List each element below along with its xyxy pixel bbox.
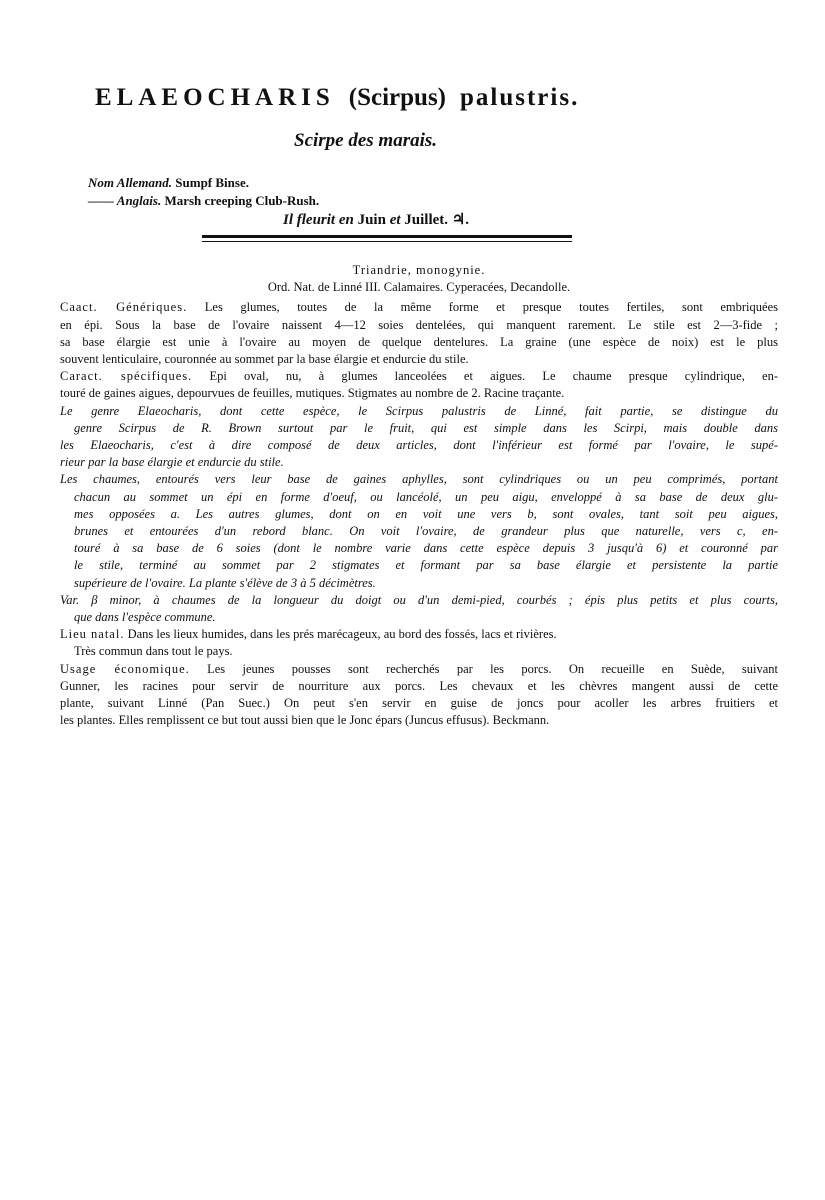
- genus-name: ELAEOCHARIS: [95, 84, 335, 111]
- description-line: Les chaumes, entourés vers leur base de gaines aphylles, sont cylindriques ou un peu comprimés, portant: [60, 472, 778, 487]
- english-name-row: [88, 193, 319, 211]
- divider-thick: [202, 235, 572, 238]
- divider-thin: [202, 241, 572, 242]
- description-line: mes opposées a. Les autres glumes, dont on en voit une vers b, sont ovales, tant soit peu aigues,: [74, 506, 778, 521]
- habitat-line: Très commun dans tout le pays.: [74, 644, 233, 659]
- specific-characters-line: touré de gaines aigues, depourvues de feuilles, mutiques. Stigmates au nombre de 2. Racine traçante.: [60, 386, 565, 401]
- flowering-month-2: Juillet. ♃.: [404, 212, 469, 228]
- genus-note-line: genre Scirpus de R. Brown surtout par le fruit, qui est simple dans les Scirpi, mais double dans: [74, 420, 778, 435]
- flowering-month: Juin: [357, 212, 386, 228]
- description-line: touré à sa base de 6 soies (dont le nombre varie dans cette espèce depuis 3 jusqu'à 6) et couronné par: [74, 541, 778, 556]
- species-title: [95, 84, 735, 112]
- description-body: [60, 262, 778, 729]
- vernacular-names: [88, 175, 319, 211]
- variety-line: Var. β minor, à chaumes de la longueur du doigt ou d'un demi-pied, courbés ; épis plus petits et plus courts,: [60, 592, 778, 607]
- genus-note-line: rieur par la base élargie et endurcie du stile.: [60, 455, 284, 470]
- genus-note-line: les Elaeocharis, c'est à dire composé de deux articles, dont l'inférieur est formé par l'ovaire, le supé-: [60, 438, 778, 453]
- habitat-heading: Lieu natal.: [60, 627, 125, 642]
- flowering-prefix: Il fleurit en: [283, 212, 354, 228]
- description-line: brunes et entourées d'un rebord blanc. On voit l'ovaire, de grandeur plus que naturelle, vers c, en-: [74, 524, 778, 539]
- english-name: Marsh creeping Club-Rush.: [164, 193, 320, 208]
- description-line: le stile, terminé au sommet par 2 stigmates et formant par sa base élargie et persistente la partie: [74, 558, 778, 573]
- specific-heading: Caract. spécifiques.: [60, 369, 193, 384]
- genus-note-line: Le genre Elaeocharis, dont cette espèce, le Scirpus palustris de Linné, fait partie, se distingue du: [60, 403, 778, 418]
- generic-characters-line: en épi. Sous la base de l'ovaire naissent 4—12 soies dentelées, qui manquent rarement. Le stile est 2—3-fide ;: [60, 317, 778, 332]
- synonym-name: (Scirpus): [348, 84, 446, 111]
- usage-line: Usage économique. Les jeunes pousses sont recherchés par les porcs. On recueille en Suède, suivant: [60, 661, 779, 676]
- description-line: supérieure de l'ovaire. La plante s'élève de 3 à 5 décimètres.: [74, 575, 376, 590]
- flowering-and: et: [389, 212, 401, 228]
- flowering-period: [283, 210, 469, 229]
- generic-characters-line: souvent lenticulaire, couronnée au sommet par la base élargie et endurcie du stile.: [60, 352, 469, 367]
- natural-order: Ord. Nat. de Linné III. Calamaires. Cyperacées, Decandolle.: [267, 280, 571, 295]
- common-name: Scirpe des marais.: [294, 130, 438, 151]
- generic-characters-line: sa base élargie est unie à l'ovaire au moyen de quelque dentelures. La graine (une espèce de noix) est le plus: [60, 334, 778, 349]
- variety-line: que dans l'espèce commune.: [74, 610, 216, 625]
- usage-heading: Usage économique.: [60, 661, 190, 676]
- generic-heading: Caact. Génériques.: [60, 300, 188, 315]
- usage-line: plante, suivant Linné (Pan Suec.) On peut s'en servir en guise de joncs pour acoller les arbres fruitiers et: [60, 696, 778, 711]
- usage-line: Gunner, les racines pour servir de nourriture aux porcs. Les chevaux et les chèvres mangent aussi de cette: [60, 678, 778, 693]
- generic-characters-line: Caact. Génériques. Les glumes, toutes de la même forme et presque toutes fertiles, sont embriquées: [60, 300, 778, 315]
- german-name-row: [88, 175, 319, 193]
- habitat-line: Lieu natal. Dans les lieux humides, dans les prés marécageux, au bord des fossés, lacs et rivières.: [60, 627, 557, 642]
- species-epithet: palustris.: [460, 84, 580, 111]
- description-line: chacun au sommet un épi en forme d'oeuf, ou lancéolé, un peu aigu, enveloppé à sa base de deux glu-: [74, 489, 778, 504]
- usage-line: les plantes. Elles remplissent ce but tout aussi bien que le Jonc épars (Juncus effusus). Beckmann.: [60, 713, 550, 728]
- english-label: —— Anglais.: [88, 193, 162, 208]
- german-label: Nom Allemand.: [88, 175, 173, 190]
- specific-characters-line: Caract. spécifiques. Epi oval, nu, à glumes lanceolées et aigues. Le chaume presque cylindrique, en-: [60, 369, 778, 384]
- german-name: Sumpf Binse.: [175, 175, 249, 190]
- linnaean-class: Triandrie, monogynie.: [352, 263, 486, 277]
